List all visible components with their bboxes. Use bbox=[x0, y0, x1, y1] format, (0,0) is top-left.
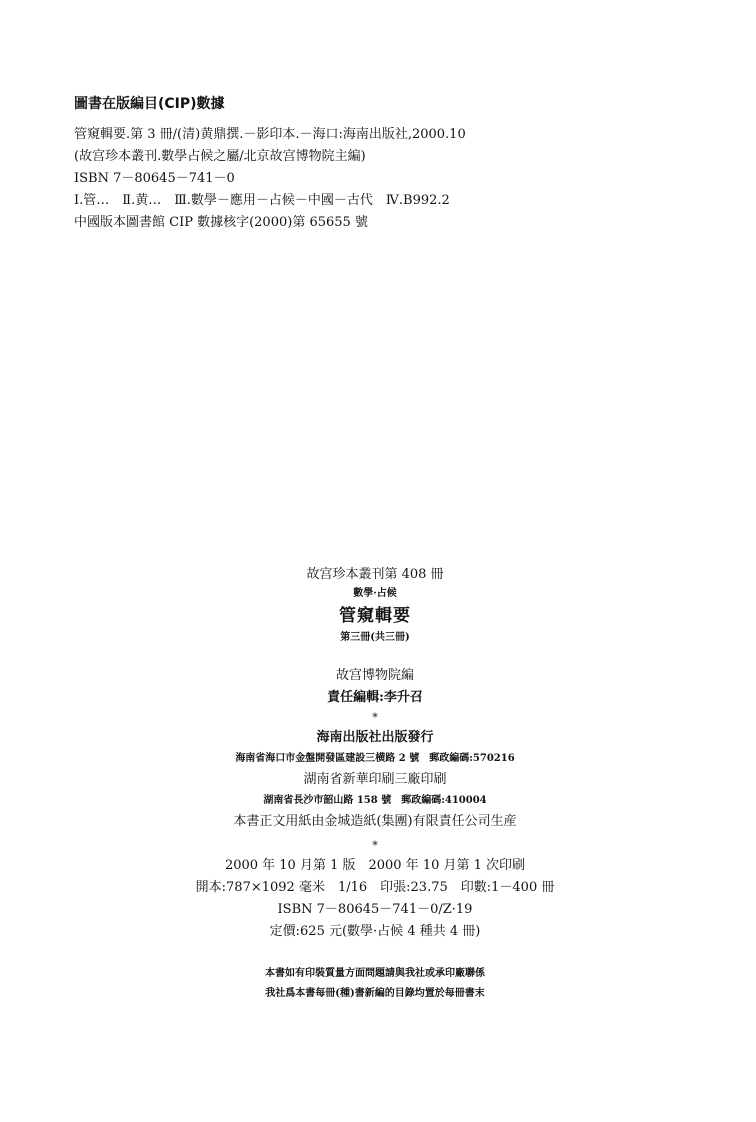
responsible-editor: 責任編輯:李升召 bbox=[327, 690, 423, 705]
publisher-line: 海南出版社出版發行 bbox=[316, 730, 434, 745]
toc-notice: 我社爲本書每冊(種)書新編的目錄均置於每冊書末 bbox=[265, 988, 485, 999]
cip-heading: 圖書在版編目(CIP)數據 bbox=[74, 96, 225, 112]
colophon-block bbox=[130, 566, 620, 1004]
edition-line: 2000 年 10 月第 1 版 2000 年 10 月第 1 次印刷 bbox=[224, 858, 526, 873]
paper-supplier-line: 本書正文用紙由金城造紙(集團)有限責任公司生産 bbox=[233, 814, 517, 829]
cip-block bbox=[74, 94, 694, 236]
separator-star: * bbox=[372, 711, 378, 724]
editor-credit: 故宫博物院編 bbox=[335, 668, 414, 683]
cip-classification-line: Ⅰ.管… Ⅱ.黄… Ⅲ.數學－應用－占候－中國－古代 Ⅳ.B992.2 bbox=[74, 193, 450, 208]
printer-address: 湖南省長沙市韶山路 158 號 郵政編碼:410004 bbox=[263, 795, 487, 806]
format-line: 開本:787×1092 毫米 1/16 印張:23.75 印數:1－400 冊 bbox=[195, 880, 555, 895]
quality-notice: 本書如有印裝質量方面問題請與我社或承印廠聯係 bbox=[265, 968, 485, 979]
cip-record-number-line: 中國版本圖書館 CIP 數據核字(2000)第 65655 號 bbox=[74, 215, 368, 230]
book-title: 管窺輯要 bbox=[339, 606, 411, 626]
cip-title-line: 管窺輯要.第 3 冊/(清)黄鼎撰.－影印本.－海口:海南出版社,2000.10 bbox=[74, 127, 466, 142]
isbn-line: ISBN 7－80645－741－0/Z·19 bbox=[277, 902, 473, 917]
publisher-address: 海南省海口市金盤開發區建設三横路 2 號 郵政編碼:570216 bbox=[235, 753, 515, 764]
price-line: 定價:625 元(數學·占候 4 種共 4 冊) bbox=[269, 924, 481, 939]
cip-isbn-line: ISBN 7－80645－741－0 bbox=[74, 171, 235, 186]
series-title: 故宫珍本叢刊第 408 冊 bbox=[306, 567, 444, 582]
volume-label: 第三冊(共三冊) bbox=[340, 632, 410, 643]
separator-star: * bbox=[372, 839, 378, 852]
cip-series-line: (故宫珍本叢刊.數學占候之屬/北京故宫博物院主編) bbox=[74, 149, 366, 164]
printer-line: 湖南省新華印刷三廠印刷 bbox=[303, 772, 447, 787]
category-label: 數學·占候 bbox=[353, 588, 397, 599]
